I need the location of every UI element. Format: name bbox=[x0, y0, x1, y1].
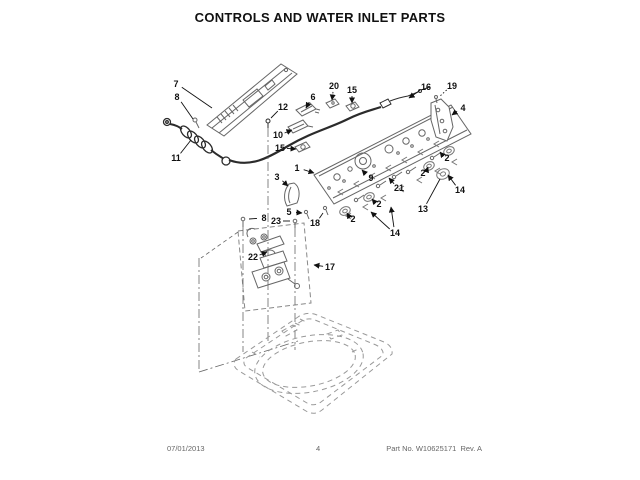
callout-label: 11 bbox=[171, 153, 181, 163]
callout-leader bbox=[181, 102, 193, 119]
callout-leader bbox=[287, 148, 296, 149]
callout-label: 16 bbox=[420, 82, 432, 92]
callout-leader bbox=[409, 90, 420, 98]
callout-label: 2 bbox=[376, 199, 382, 209]
callout-leader bbox=[296, 213, 302, 214]
callout-label: 5 bbox=[286, 207, 292, 217]
callout-label: 23 bbox=[270, 216, 282, 226]
console-end-cap bbox=[285, 183, 300, 206]
callout-label: 4 bbox=[460, 103, 466, 113]
valve-screw-left bbox=[241, 217, 245, 227]
callout-label: 19 bbox=[446, 81, 458, 91]
callout-leader bbox=[182, 87, 212, 108]
callout-label: 2 bbox=[444, 153, 450, 163]
callout-label: 20 bbox=[328, 81, 340, 91]
console-screw bbox=[193, 118, 199, 128]
callout-label: 22 bbox=[247, 252, 259, 262]
callout-label: 2 bbox=[350, 214, 356, 224]
callout-label: 15 bbox=[346, 85, 358, 95]
callout-leader bbox=[391, 207, 394, 227]
callout-leader bbox=[371, 212, 390, 229]
page-title: CONTROLS AND WATER INLET PARTS bbox=[194, 10, 446, 25]
console-back-panel bbox=[193, 64, 297, 136]
console-mounting-screw bbox=[266, 119, 270, 128]
callout-label: 9 bbox=[368, 173, 374, 183]
callout-leader bbox=[181, 140, 192, 153]
callout-label: 17 bbox=[324, 262, 336, 272]
callout-label: 21 bbox=[393, 183, 405, 193]
callout-leader bbox=[440, 152, 442, 154]
center-lines bbox=[199, 128, 298, 372]
switch-15-lower bbox=[295, 142, 310, 152]
switch-parts bbox=[288, 99, 359, 152]
callout-label: 8 bbox=[174, 92, 180, 102]
callout-label: 2 bbox=[420, 168, 426, 178]
callout-label: 15 bbox=[274, 143, 286, 153]
callout-leader bbox=[304, 170, 314, 173]
callout-label: 6 bbox=[310, 92, 316, 102]
callout-label: 1 bbox=[294, 163, 300, 173]
switch-10 bbox=[288, 120, 313, 133]
knob bbox=[362, 191, 375, 203]
callout-leader bbox=[428, 167, 429, 168]
callout-leader bbox=[332, 92, 333, 100]
callout-label: 3 bbox=[274, 172, 280, 182]
callout-leader bbox=[282, 181, 288, 186]
footer-date: 07/01/2013 bbox=[167, 444, 205, 453]
callout-label: 13 bbox=[417, 204, 429, 214]
callout-leader bbox=[285, 130, 292, 133]
callout-label: 14 bbox=[389, 228, 401, 238]
callout-label: 14 bbox=[454, 185, 466, 195]
callout-leader bbox=[427, 179, 441, 204]
console-screw-5 bbox=[304, 210, 309, 219]
callout-leader bbox=[439, 90, 447, 97]
callout-label: 8 bbox=[261, 213, 267, 223]
callout-leader bbox=[448, 175, 456, 185]
switch-20 bbox=[326, 99, 339, 108]
callout-label: 7 bbox=[173, 79, 179, 89]
callout-leader bbox=[249, 218, 257, 219]
callout-label: 12 bbox=[277, 102, 289, 112]
timer-knob bbox=[435, 167, 451, 182]
callout-leader bbox=[271, 111, 278, 118]
washer-top-phantom bbox=[234, 313, 392, 413]
switch-15-upper bbox=[346, 102, 359, 111]
callout-label: 10 bbox=[272, 130, 284, 140]
footer-page-number: 4 bbox=[316, 444, 321, 453]
footer-part-number: Part No. W10625171 Rev. A bbox=[386, 444, 482, 453]
console-screw-18 bbox=[323, 206, 328, 215]
callout-label: 18 bbox=[309, 218, 321, 228]
callout-leader bbox=[314, 265, 323, 266]
